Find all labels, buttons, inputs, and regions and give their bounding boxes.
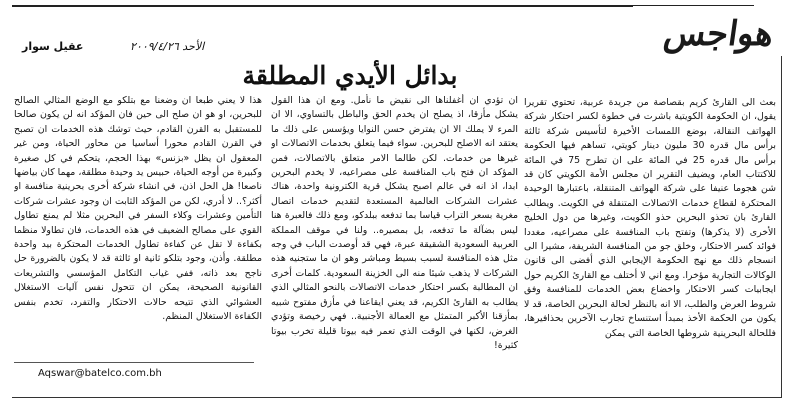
column-logo [633,6,783,54]
column-text: هذا لا يعني طبعا ان وضعنا مع بتلكو مع الوضع المثالي الصالح للبحرين، او هو ان صلح الى حين فان المؤكد انه لن يكون صالحا للمستقبل به القرن القادم، حيث توشك هذه الخدمات ان تصبح في القرن القادم محورا أساسيا من محاور الحياة، ومن غير المعقول ان يظل «بزنس» بهذا الحجم، يتحكم في كل صغيرة وكبيرة من أوجه الحياة، حبيس يد وحيدة مطلقة، مهما كان بياضها ناصعا! هل الحل اذن، في انشاء شركة أخرى بحرينية منافسة او أكثر؟.. لا أدري، لكن من المؤكد الثابت ان وجود عشرات شركات التأمين وعشرات وكلاء السفر في البحرين مثلا لم يمنع تطاول القوي على مصالح الضعيف في هذه الخدمات، فان تطاولا منظما بكفاءة لا تقل عن كفاءة تطاول الخدمات المحتكرة بيد واحدة مطلقة. وأذن، وجود بتلكو ثانية او ثالثة قد لا يكون بالضرورة حل ناجح بعد ذاته، ففي غياب التكامل المؤسسي والتشريعات القانونية الصحيحة، يمكن ان تتحول نفس آليات الاستغلال العشوائي الذي تتيحه حالات الاحتكار والتفرد، تخدم بنفس الكفاءة الاستغلال المنظم. [14,95,262,323]
article-column-right [524,96,776,396]
author-email: Aqswar@batelco.com.bh [38,368,162,379]
article-column-middle [271,94,518,394]
email-divider [14,362,254,363]
author-name: عقيل سوار [22,40,84,53]
headline: بدائل الأيدي المطلقة [242,61,458,90]
column-text: بعث الى القارئ كريم بقصاصة من جريدة عربية، تحتوي تقريرا يقول، ان الحكومة الكويتية باشرت في خطوة لكسر احتكار شركة الهواتف النقالة، بوضع اللمسات الأخيرة لتأسيس شركة ثالثة برأس مال قدره 30 مليون دينار كويتي، تساهم فيها الحكومة برأس مال قدره 25 في المائة على ان تطرح 75 في المائة للاكتتاب العام، ويضيف التقرير ان مجلس الأمة الكويتي كان قد شن هجوما عنيفا على شركة الهواتف المتنقلة، باعتبارها الوحيدة المحتكرة لقطاع خدمات الاتصالات المتنقلة في الكويت. ويطالب القارئ بان تحذو البحرين حذو الكويت، وغيرها من دول الخليج الأخرى (لا يذكرها) وتفتح باب المنافسة على مصراعيه، مغددا فوائد كسر الاحتكار، وخلق جو من المنافسة الشريفة، مشيرا الى انسجام ذلك مع نهج الحكومة الإيجابي الذي أفضى الى قانون الوكالات التجارية مؤخرا. ومع اني لا أختلف مع القارئ الكريم حول ايجابيات كسر الاحتكار واخضاع بعض الخدمات للمنافسة وفق شروط العرض والطلب، الا انه بالنظر لحالة البحرين الخاصة، قد لا يكون من الحكمة الأخذ بمبدأ استنساخ تجارب الآخرين بحذافيرها، فللحالة البحرينية شروطها الخاصة التي يمكن [524,97,776,339]
article-column-left [14,94,262,340]
publication-date: الأحد ٢٠٠٩/٤/٢٦ [130,40,205,53]
column-name: هواجس [660,14,776,54]
byline [12,40,642,54]
column-text: ان تؤدي ان أغفلناها الى نقيض ما نأمل. ومع ان هذا القول يشكل مأزقا، اذ يصلح ان يخدم الحق والباطل بالتساوي، الا ان المرء لا يملك الا ان يفترض حسن النوايا ويؤسس على ذلك ما يعتقد انه الاصلح للبحرين. سواء فيما يتعلق بخدمات الاتصالات او غيرها من خدمات. لكن طالما الامر متعلق بالاتصالات، فمن المؤكد ان فتح باب المنافسة على مصراعيه، لا يخدم البحرين ابدا، اذ انه في عالم اصبح يشكل قرية الكترونية واحدة، هناك عشرات الشركات العالمية المستعدة لتقديم خدمات اتصال مغرية بسعر التراب قياسا بما تدفعه ببلدكو، ومع ذلك فالعبرة هنا ليس بضآلة ما تدفعه، بل بمصيره.. ولنا في موقف المملكة العربية السعودية الشقيقة عبرة، فهي قد أوصدت الباب في وجه مثل هذه المنافسة لسبب بسيط ومباشر وهو ان ما ستجنيه هذه الشركات لا يذهب شيئا منه الى الخزينة السعودية. كلمات أخرى ان المطالبة بكسر احتكار خدمات الاتصالات بالنحو المثالي الذي يطالب به القارئ الكريم، قد يعني ايقاعنا في مأزق مفتوح شبيه بمأزقنا الأكبر المتمثل مع العمالة الأجنبية.. فهي رخيصة وتؤدي الغرض، لكنها في الوقت الذي تعمر فيه بيوتا قليلة تخرب بيوتا كثيرة! [271,95,518,351]
